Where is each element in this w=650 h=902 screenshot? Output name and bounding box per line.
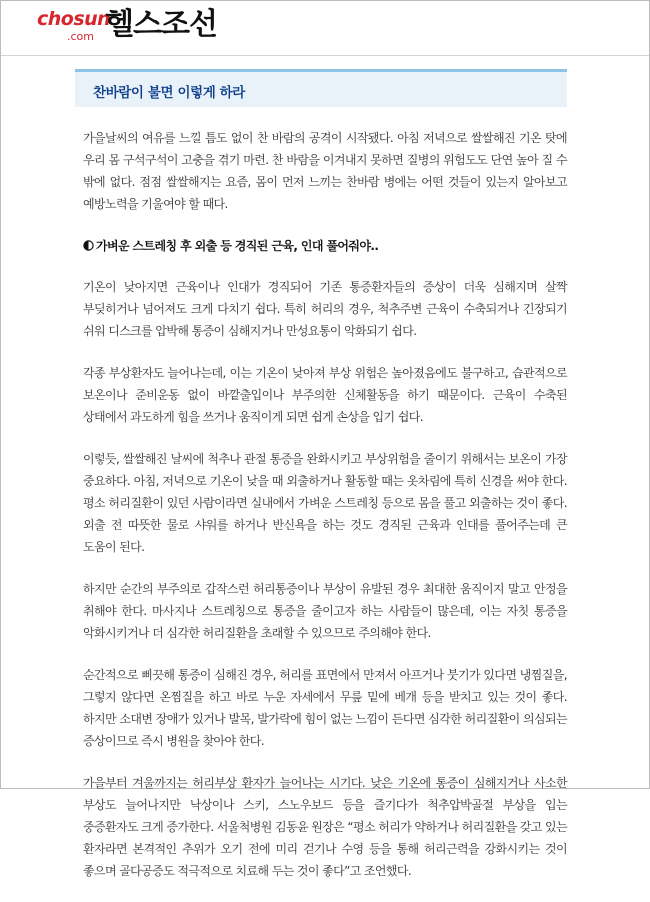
health-chosun-logo[interactable]: 헬스조선 — [105, 7, 217, 42]
article — [75, 69, 567, 902]
article-paragraph: 각종 부상환자도 늘어나는데, 이는 기온이 낮아져 부상 위험은 높아졌음에도 불구하고, 습관적으로 보온이나 준비운동 없이 바깥출입이나 부주의한 신체활동을 하기 때문이다. 근육이 수축된 상태에서 과도하게 힘을 쓰거나 움직이게 되면 쉽게 손상을 입기 쉽다. — [83, 366, 567, 424]
article-body — [75, 127, 567, 882]
article-paragraph: 기온이 낮아지면 근육이나 인대가 경직되어 기존 통증환자들의 증상이 더욱 심해지며 살짝 부딪히거나 넘어져도 크게 다치기 쉽다. 특히 허리의 경우, 척추주변 근육이 수축되거나 긴장되기 쉬워 디스크를 압박해 통증이 심해지거나 만성요통이 악화되기 쉽다. — [83, 280, 567, 338]
article-subhead — [83, 235, 567, 258]
chosun-logo-word: chosun — [37, 8, 111, 30]
article-paragraph: 가을부터 겨울까지는 허리부상 환자가 늘어나는 시기다. 낮은 기온에 통증이 심해지거나 사소한 부상도 늘어나지만 낙상이나 스키, 스노우보드 등을 즐기다가 척추압박골절 부상을 입는 중증환자도 크게 증가한다. 서울척병원 김동윤 원장은 “평소 허리가 약하거나 허리질환을 갖고 있는 환자라면 본격적인 추위가 오기 전에 미리 걷기나 수영 등을 통해 허리근력을 강화시키는 것이 좋으며 골다공증도 적극적으로 치료해 두는 것이 좋다”고 조언했다. — [83, 776, 567, 878]
half-circle-icon — [83, 236, 94, 258]
article-paragraph: 이렇듯, 쌀쌀해진 날씨에 척추나 관절 통증을 완화시키고 부상위험을 줄이기 위해서는 보온이 가장 중요하다. 아침, 저녁으로 기온이 낮을 때 외출하거나 활동할 때는 옷차림에 특히 신경을 써야 한다. 평소 허리질환이 있던 사람이라면 실내에서 가벼운 스트레칭 등으로 몸을 풀고 외출하는 것이 좋다. 외출 전 따뜻한 물로 샤워를 하거나 반신욕을 하는 것도 경직된 근육과 인대를 풀어주는데 큰 도움이 된다. — [83, 452, 567, 554]
article-paragraph: 순간적으로 삐끗해 통증이 심해진 경우, 허리를 표면에서 만져서 아프거나 붓기가 있다면 냉찜질을, 그렇지 않다면 온찜질을 하고 바로 누운 자세에서 무릎 밑에 베개 등을 받치고 있는 것이 좋다. 하지만 소대변 장애가 있거나 발목, 발가락에 힘이 없는 느낌이 든다면 심각한 허리질환이 의심되는 증상이므로 즉시 병원을 찾아야 한다. — [83, 668, 567, 748]
chosun-logo[interactable] — [37, 7, 111, 47]
article-paragraph: 가을날씨의 여유를 느낄 틈도 없이 찬 바람의 공격이 시작됐다. 아침 저녁으로 쌀쌀해진 기온 탓에 우리 몸 구석구석이 고충을 겪기 마련. 찬 바람을 이겨내지 못하면 질병의 위험도도 단연 높아 질 수 밖에 없다. 점점 쌀쌀해지는 요즘, 몸이 먼저 느끼는 찬바람 병에는 어떤 것들이 있는지 알아보고 예방노력을 기울여야 할 때다. — [83, 131, 567, 211]
article-paragraph: 하지만 순간의 부주의로 갑작스런 허리통증이나 부상이 유발된 경우 최대한 움직이지 말고 안정을 취해야 한다. 마사지나 스트레칭으로 통증을 줄이고자 하는 사람들이 많은데, 이는 자칫 통증을 악화시키거나 더 심각한 허리질환을 초래할 수 있으므로 주의해야 한다. — [83, 582, 567, 640]
article-title-bar — [75, 69, 567, 107]
article-subhead-text: 가벼운 스트레칭 후 외출 등 경직된 근육, 인대 풀어줘야.. — [96, 239, 379, 253]
header-divider — [1, 55, 649, 56]
article-title: 찬바람이 불면 이렇게 하라 — [93, 85, 245, 101]
chosun-logo-dotcom: .com — [67, 30, 94, 43]
site-header — [1, 1, 649, 57]
